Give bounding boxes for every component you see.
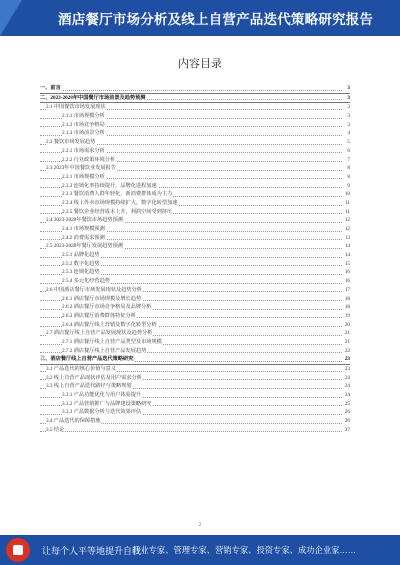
toc-entry[interactable] (40, 103, 350, 112)
toc-entry-label: 3.2 线上自营产品现状评估及用户需求分析 (46, 374, 142, 381)
toc-entry[interactable] (40, 199, 350, 208)
brand-logo-icon (6, 538, 30, 562)
toc-leader-dots (40, 90, 342, 91)
toc-entry[interactable] (40, 268, 350, 277)
toc-entry-page: 16 (344, 269, 350, 276)
toc-entry-label: 2.3 2023年中国餐饮业发展报告 (46, 165, 117, 172)
toc-leader-dots (40, 431, 342, 432)
toc-entry-label: 2.6.4 酒店餐厅线上营销及数字化转型分析 (62, 321, 157, 328)
toc-entry-page: 24 (344, 392, 350, 399)
toc-entry-label: 2.3.3 餐饮消费人群年轻化，新消费群体成为主力 (62, 191, 173, 198)
toc-entry-page: 9 (347, 182, 350, 189)
toc-entry[interactable] (40, 295, 350, 304)
toc-entry[interactable] (40, 94, 350, 104)
toc-entry-label: 三、酒店餐厅线上自营产品迭代策略研究 (40, 356, 134, 363)
toc-entry-label: 2.3.2 连锁化率持续提升，品牌化进程加速 (62, 182, 157, 189)
document-header (0, 0, 400, 36)
toc-entry[interactable] (40, 190, 350, 199)
toc-entry[interactable] (40, 338, 350, 347)
toc-entry-label: 二、2023-2028年中国餐厅市场前景及趋势预测 (40, 94, 146, 101)
toc-entry-label: 2.3.4 线上外卖市场规模持续扩大，数字化转型加速 (62, 199, 178, 206)
toc-entry-page: 8 (347, 173, 350, 180)
table-of-contents (40, 84, 350, 435)
toc-entry[interactable] (40, 216, 350, 225)
toc-entry[interactable] (40, 329, 350, 338)
toc-entry-page: 17 (344, 286, 350, 293)
toc-entry-label: 3.3.1 产品功能优化与用户体验提升 (62, 392, 142, 399)
toc-entry[interactable] (40, 321, 350, 330)
toc-entry[interactable] (40, 208, 350, 217)
toc-entry[interactable] (40, 112, 350, 121)
toc-entry[interactable] (40, 391, 350, 400)
toc-entry-page: 14 (344, 252, 350, 259)
toc-entry[interactable] (40, 365, 350, 374)
toc-entry-label: 2.6 中国酒店餐厅市场发展现状及趋势分析 (46, 286, 142, 293)
toc-entry[interactable] (40, 408, 350, 417)
toc-entry-page: 4 (347, 130, 350, 137)
toc-entry-label: 2.5.2 数字化趋势 (62, 260, 100, 267)
toc-entry-label: 2.4 2023-2028年餐饮市场趋势预测 (46, 217, 123, 224)
toc-heading: 内容目录 (178, 58, 222, 70)
toc-entry[interactable] (40, 138, 350, 147)
toc-entry-label: 3.3 线上自营产品迭代路径与策略规划 (46, 383, 132, 390)
toc-entry-page: 12 (344, 217, 350, 224)
toc-entry-page: 11 (345, 208, 350, 215)
toc-entry[interactable] (40, 347, 350, 356)
toc-entry-page: 26 (344, 409, 350, 416)
toc-entry-page: 3 (347, 104, 350, 111)
toc-entry-label: 3.1 产品迭代的核心价值与意义 (46, 366, 117, 372)
toc-entry[interactable] (40, 242, 350, 251)
toc-entry-label: 2.7.2 酒店餐厅线上自营产品发展趋势 (62, 347, 147, 354)
toc-entry-page: 26 (344, 418, 350, 425)
toc-entry-page: 12 (344, 226, 350, 232)
toc-entry-label: 2.2.2 行业政策环境分析 (62, 156, 116, 163)
toc-entry-label: 3.3.2 产品营销推广与品牌建设策略研究 (62, 400, 152, 407)
toc-entry-page: 11 (345, 199, 350, 206)
toc-entry[interactable] (40, 417, 350, 426)
toc-entry-page: 10 (344, 191, 350, 198)
toc-entry-page: 16 (344, 278, 350, 285)
toc-entry[interactable] (40, 147, 350, 156)
toc-entry-page: 3 (347, 85, 350, 91)
toc-entry-label: 2.4.2 消费需求预测 (62, 234, 105, 241)
toc-entry-label: 一、前言 (40, 85, 61, 91)
toc-entry-page: 24 (344, 383, 350, 390)
toc-entry-label: 3.4 产品迭代的保障措施 (46, 418, 101, 425)
toc-entry-label: 2.1.2 市场竞争格局 (62, 121, 105, 128)
toc-entry-label: 2.6.1 酒店餐厅市场规模及增长趋势 (62, 295, 142, 302)
document-footer (0, 535, 400, 565)
toc-entry[interactable] (40, 286, 350, 295)
toc-entry-page: 15 (344, 260, 350, 267)
toc-entry-label: 2.5.4 多元化经营趋势 (62, 278, 110, 285)
toc-entry-page: 13 (344, 234, 350, 241)
toc-entry[interactable] (40, 156, 350, 165)
toc-entry[interactable] (40, 225, 350, 234)
toc-entry-page: 21 (344, 338, 350, 345)
toc-entry-label: 2.1 中国餐饮市场发展现状 (46, 104, 106, 111)
page-number: 2 (198, 523, 202, 528)
toc-entry[interactable] (40, 260, 350, 269)
toc-entry-label: 3.3.3 产品数据分析与迭代效果评估 (62, 409, 142, 416)
toc-entry-label: 2.3.1 市场规模分析 (62, 173, 105, 180)
toc-entry[interactable] (40, 251, 350, 260)
toc-entry-page: 7 (347, 156, 350, 163)
toc-entry-label: 2.5.3 连锁化趋势 (62, 269, 100, 276)
toc-entry-page: 24 (344, 374, 350, 381)
toc-entry-label: 2.7 酒店餐厅线上自营产品发展现状及趋势分析 (46, 330, 153, 337)
toc-entry[interactable] (40, 129, 350, 138)
toc-entry-label: 2.5 2023-2028年餐厅发展趋势预测 (46, 243, 123, 250)
toc-entry[interactable] (40, 164, 350, 173)
toc-entry[interactable] (40, 121, 350, 130)
toc-entry-label: 2.5.1 品牌化趋势 (62, 252, 100, 259)
toc-entry-label: 2.1.1 市场规模分析 (62, 113, 105, 120)
toc-entry-label: 2.7.1 酒店餐厅线上自营产品类型及市场规模 (62, 338, 162, 345)
toc-entry-page: 19 (344, 312, 350, 319)
toc-entry-page: 21 (344, 330, 350, 337)
toc-entry[interactable] (40, 84, 350, 94)
toc-entry-page: 18 (344, 295, 350, 302)
toc-entry-label: 3.5 结论 (46, 426, 65, 433)
toc-entry-page: 6 (347, 147, 350, 154)
document-title: 酒店餐厅市场分析及线上自营产品迭代策略研究报告 (58, 12, 374, 27)
toc-entry-page: 5 (347, 139, 350, 146)
footer-slogan: 让每个人平等地提升自我 (42, 546, 142, 556)
toc-entry[interactable] (40, 426, 350, 435)
toc-entry[interactable] (40, 173, 350, 182)
toc-entry[interactable] (40, 312, 350, 321)
toc-entry-page: 23 (344, 366, 350, 372)
toc-entry[interactable] (40, 400, 350, 409)
toc-entry-page: 22 (344, 347, 350, 354)
toc-entry-label: 2.4.1 市场规模预测 (62, 226, 105, 232)
toc-entry-page: 3 (347, 113, 350, 120)
toc-entry-label: 2.3.5 餐饮企业经营成本上升，利润空间受到挤压 (62, 208, 173, 215)
toc-entry-page: 20 (344, 321, 350, 328)
toc-entry-page: 27 (344, 426, 350, 433)
toc-entry[interactable] (40, 374, 350, 383)
header-accent (0, 0, 22, 36)
toc-entry-label: 2.2.1 市场需求分析 (62, 147, 105, 154)
toc-entry-page: 3 (347, 121, 350, 128)
toc-entry-label: 2.1.3 市场前景分析 (62, 130, 105, 137)
toc-entry[interactable] (40, 234, 350, 243)
toc-entry-label: 2.6.3 酒店餐厅消费群体特征分析 (62, 312, 136, 319)
toc-entry-label: 2.2 餐饮市场发展趋势 (46, 139, 96, 146)
toc-entry[interactable] (40, 355, 350, 365)
toc-entry[interactable] (40, 182, 350, 191)
toc-entry[interactable] (40, 277, 350, 286)
toc-entry-page: 23 (344, 356, 350, 363)
toc-entry-page: 25 (344, 400, 350, 407)
toc-entry-page: 18 (344, 304, 350, 311)
footer-tagline: 行业专家、管理专家、营销专家、投资专家、成功企业家…… (132, 545, 357, 555)
toc-entry[interactable] (40, 382, 350, 391)
toc-entry-page: 3 (347, 94, 350, 101)
toc-entry[interactable] (40, 303, 350, 312)
toc-entry-page: 8 (347, 165, 350, 172)
toc-entry-label: 2.6.2 酒店餐厅市场竞争格局及品牌分析 (62, 304, 152, 311)
toc-entry-page: 14 (344, 243, 350, 250)
